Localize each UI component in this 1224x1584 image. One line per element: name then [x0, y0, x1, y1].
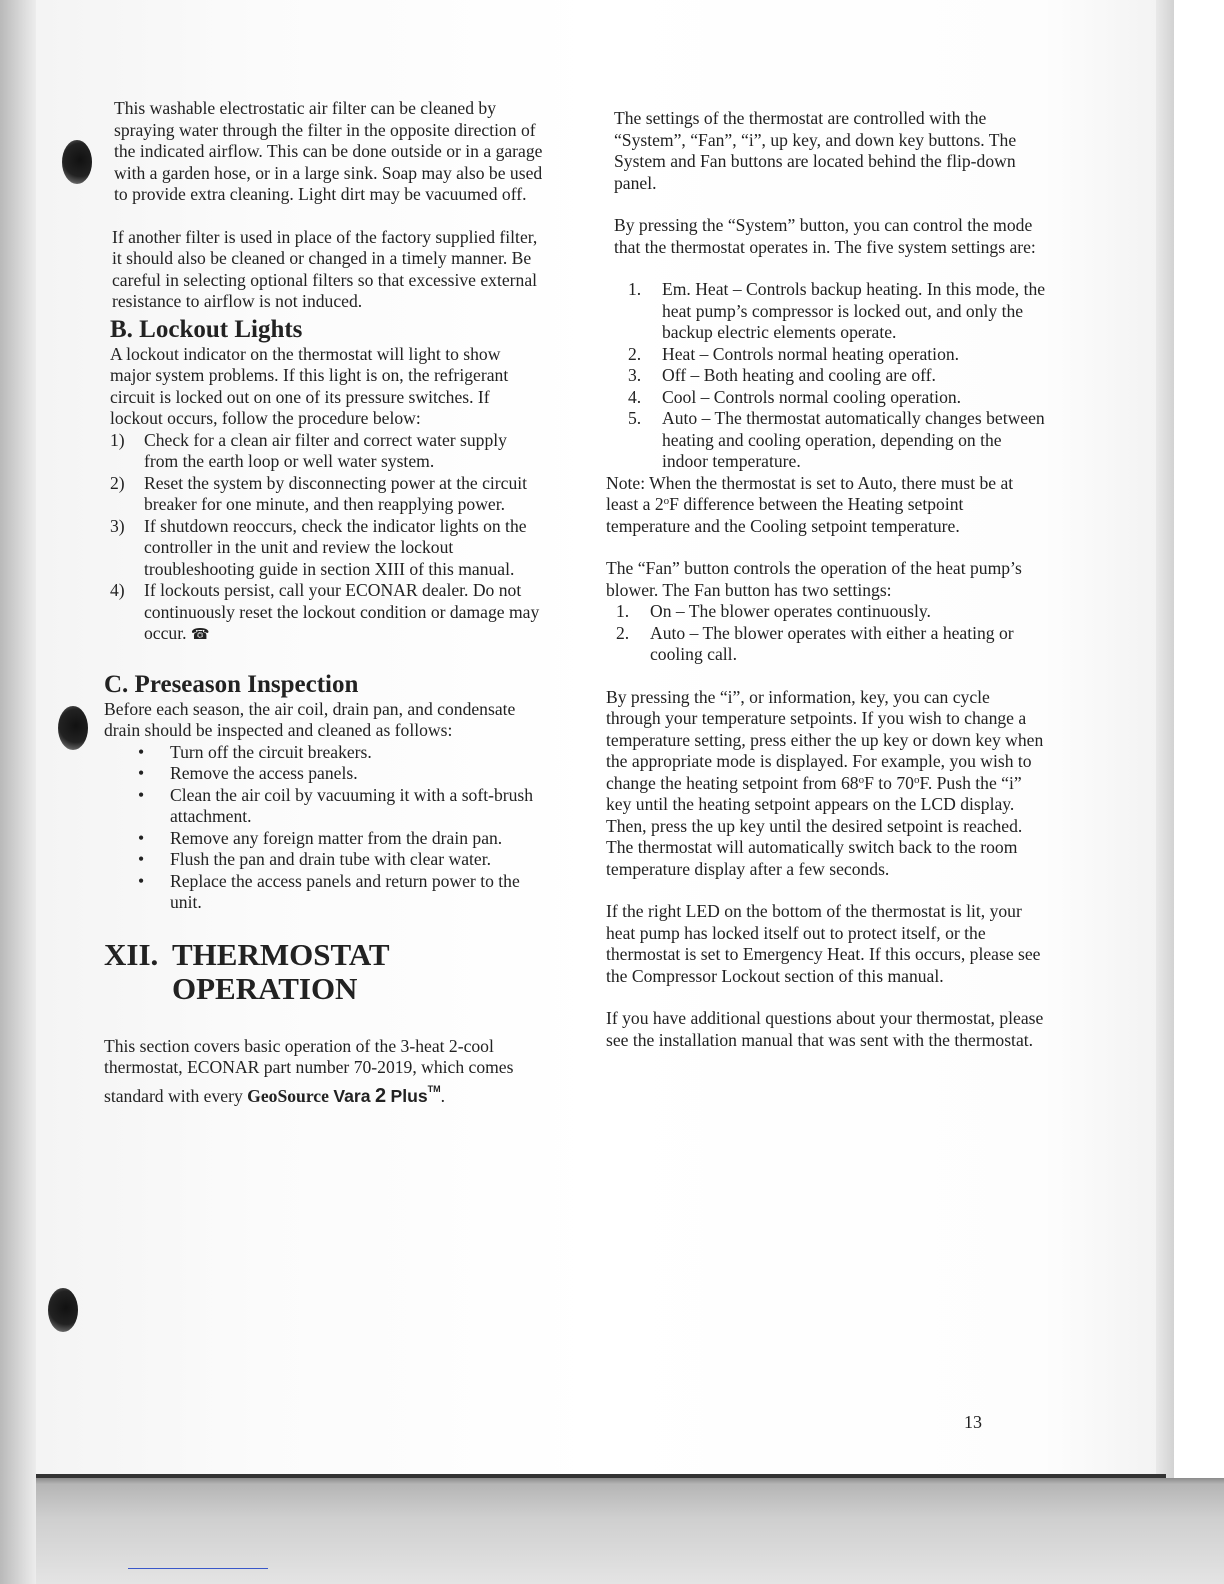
checklist-item: • Turn off the circuit breakers.	[138, 741, 372, 762]
preseason-checklist	[104, 742, 544, 914]
checklist-item: • Replace the access panels and return power to the unit.	[138, 870, 520, 912]
section-title: THERMOSTAT OPERATION	[172, 936, 390, 1006]
led-paragraph: If the right LED on the bottom of the thermostat is lit, your heat pump has locked itself out to protect itself, or the thermostat is set to Emergency Heat. If this occurs, please see the Compressor Lockout section of this manual.	[606, 901, 1041, 986]
right-column	[606, 108, 1048, 1051]
filter-paragraph-2: If another filter is used in place of the factory supplied filter, it should also be cleaned or changed in a timely manner. Be careful in selecting optional filters so that excessive external resistance to airflow is not induced.	[112, 226, 538, 311]
preseason-inspection-heading: C. Preseason Inspection	[104, 670, 359, 698]
lockout-step: 2) Reset the system by disconnecting power at the circuit breaker for one minute, and then reapplying power.	[110, 472, 528, 514]
auto-note: Note: When the thermostat is set to Auto, there must be at least a 2$^o$F difference between the Heating setpoint temperature and the Cooling setpoint temperature.	[606, 472, 1014, 536]
fan-paragraph: The “Fan” button controls the operation of the heat pump’s blower. The Fan button has two settings:	[606, 558, 1022, 600]
lockout-steps-list	[110, 430, 544, 646]
lockout-step: 3) If shutdown reoccurs, check the indicator lights on the controller in the unit and review the lockout troubleshooting guide in section XIII of this manual.	[110, 515, 527, 579]
checklist-item: • Clean the air coil by vacuuming it with a soft-brush attachment.	[138, 784, 534, 826]
fan-setting-item: 1. On – The blower operates continuously.	[616, 601, 931, 621]
filter-paragraph-1: This washable electrostatic air filter can be cleaned by spraying water through the filter in the opposite direction of the indicated airflow. This can be done outside or in a garage with a garden hose, or in a large sink. Soap may also be used to provide extra cleaning. Light dirt may be vacuumed off.	[114, 98, 543, 204]
section-number: XII.	[104, 936, 159, 972]
lockout-step: 1) Check for a clean air filter and correct water supply from the earth loop or well water system.	[110, 429, 507, 471]
system-setting-item: 1. Em. Heat – Controls backup heating. In this mode, the heat pump’s compressor is locked out, and only the backup electric elements operate.	[628, 279, 1046, 342]
system-paragraph: By pressing the “System” button, you can control the mode that the thermostat operates in. The five system settings are:	[614, 215, 1036, 257]
checklist-item: • Remove any foreign matter from the drain pan.	[138, 827, 503, 848]
scan-left-shadow	[0, 0, 40, 1584]
thermostat-intro: This section covers basic operation of the 3-heat 2-cool thermostat, ECONAR part number 70-2019, which comes standard with every GeoSource Vara 2 Plus™.	[104, 1035, 514, 1107]
brand-name: GeoSource Vara 2 Plus™	[247, 1083, 441, 1107]
checklist-item: • Remove the access panels.	[138, 763, 358, 783]
fan-settings-list	[606, 601, 1048, 666]
left-column	[104, 98, 544, 1107]
binder-hole-middle	[58, 706, 88, 750]
system-setting-item: 5. Auto – The thermostat automatically changes between heating and cooling operation, depending on the indoor temperature.	[628, 408, 1045, 471]
preseason-intro: Before each season, the air coil, drain pan, and condensate drain should be inspected and cleaned as follows:	[104, 698, 516, 740]
checklist-item: • Flush the pan and drain tube with clear water.	[138, 849, 491, 869]
questions-paragraph: If you have additional questions about your thermostat, please see the installation manual that was sent with the thermostat.	[606, 1008, 1044, 1050]
lockout-step: 4) If lockouts persist, call your ECONAR dealer. Do not continuously reset the lockout condition or damage may occur. ☎	[110, 580, 540, 643]
system-setting-item: 4. Cool – Controls normal cooling operation.	[628, 386, 962, 407]
phone-icon: ☎	[190, 625, 210, 643]
system-setting-item: 3. Off – Both heating and cooling are off.	[628, 365, 936, 385]
scan-right-edge	[1156, 0, 1174, 1478]
lockout-intro: A lockout indicator on the thermostat will light to show major system problems. If this light is on, the refrigerant circuit is locked out on one of its pressure switches. If lockout occurs, follow the procedure below:	[110, 343, 509, 428]
section-heading	[104, 938, 544, 1006]
settings-paragraph: The settings of the thermostat are controlled with the “System”, “Fan”, “i”, up key, and down key buttons. The System and Fan buttons are located behind the flip-down panel.	[614, 108, 1017, 193]
fan-setting-item: 2. Auto – The blower operates with either a heating or cooling call.	[616, 622, 1014, 664]
lockout-lights-heading: B. Lockout Lights	[110, 315, 303, 343]
binder-hole-top	[62, 140, 92, 184]
page-number: 13	[964, 1412, 982, 1432]
blue-underline-artifact	[128, 1568, 268, 1569]
info-key-paragraph: By pressing the “i”, or information, key, you can cycle through your temperature setpoints. If you wish to change a temperature setting, press either the up key or down key when the appropriate mode is displayed. For example, you wish to change the heating setpoint from 68$^o$F to 70$^o$F. Push the “i” key until the heating setpoint appears on the LCD display. Then, press the up key until the desired setpoint is reached. The thermostat will automatically switch back to the room temperature display after a few seconds.	[606, 686, 1044, 879]
system-setting-item: 2. Heat – Controls normal heating operation.	[628, 343, 960, 364]
binder-hole-bottom	[48, 1288, 78, 1332]
system-settings-list	[606, 279, 1048, 473]
